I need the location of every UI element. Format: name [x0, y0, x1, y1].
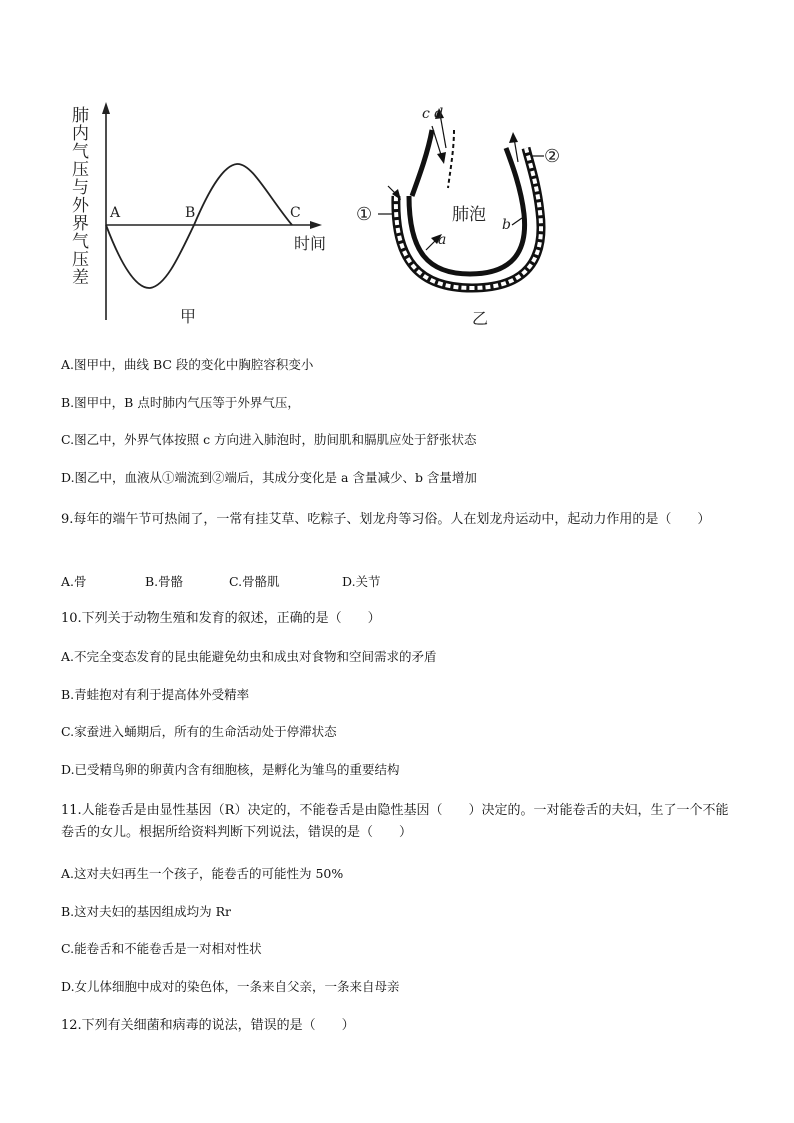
q11-option-a: A.这对夫妇再生一个孩子，能卷舌的可能性为 50%	[61, 866, 344, 881]
leader-b	[512, 218, 522, 225]
q8-option-a: A.图甲中，曲线 BC 段的变化中胸腔容积变小	[61, 357, 314, 372]
q8-option-b: B.图甲中，B 点时肺内气压等于外界气压，	[61, 395, 300, 410]
q9-stem: 9.每年的端午节可热闹了，一常有挂艾草、吃粽子、划龙舟等习俗。人在划龙舟运动中，起动力作用的是（ ）	[61, 512, 711, 527]
q9-option-c: C.骨骼肌	[229, 574, 280, 589]
q11-stem: 11.人能卷舌是由显性基因（R）决定的，不能卷舌是由隐性基因（ ）决定的。一对能卷舌的夫妇，生了一个不能卷舌的女儿。根据所给资料判断下列说法，错误的是（ ）	[61, 803, 729, 840]
q11-option-b: B.这对夫妇的基因组成均为 Rr	[61, 904, 232, 919]
alveolus-diagram	[378, 108, 544, 288]
pressure-curve	[106, 164, 292, 288]
point-a-label: A	[110, 205, 121, 221]
q10-option-b: B.青蛙抱对有利于提高体外受精率	[61, 687, 250, 702]
arrow-c	[432, 126, 442, 158]
x-axis-label: 时间	[294, 234, 327, 253]
label-2: ②	[544, 146, 561, 167]
x-axis-arrow	[310, 221, 322, 229]
q10-option-d: D.已受精鸟卵的卵黄内含有细胞核，是孵化为雏鸟的重要结构	[61, 762, 400, 777]
q11-option-d: D.女儿体细胞中成对的染色体，一条来自父亲，一条来自母亲	[61, 979, 400, 994]
label-alveolus: 肺泡	[452, 205, 486, 225]
label-b: b	[502, 217, 511, 233]
q8-option-d: D.图乙中，血液从①端流到②端后，其成分变化是 a 含量减少、b 含量增加	[61, 470, 477, 485]
label-cd: c d	[422, 106, 444, 122]
arrow-c-head	[437, 152, 446, 164]
q9-option-a: A.骨	[61, 574, 87, 589]
q8-option-c: C.图乙中，外界气体按照 c 方向进入肺泡时，肋间肌和膈肌应处于舒张状态	[61, 432, 477, 447]
q9-option-d: D.关节	[342, 574, 381, 589]
figure	[60, 92, 600, 332]
bronchiole	[448, 130, 454, 188]
q11-option-c: C.能卷舌和不能卷舌是一对相对性状	[61, 941, 262, 956]
label-1: ①	[356, 204, 373, 225]
q9-option-b: B.骨骼	[145, 574, 184, 589]
right-caption: 乙	[472, 309, 489, 328]
q10-option-a: A.不完全变态发育的昆虫能避免幼虫和成虫对食物和空间需求的矛盾	[61, 649, 437, 664]
q12-stem: 12.下列有关细菌和病毒的说法，错误的是（ ）	[61, 1018, 355, 1033]
arrow-b-head	[509, 132, 518, 143]
left-caption: 甲	[180, 307, 197, 326]
y-axis-arrow	[102, 102, 110, 114]
pressure-graph	[102, 102, 322, 320]
y-axis-label: 肺内气压与外界气压差	[68, 106, 88, 286]
point-b-label: B	[185, 205, 196, 221]
q10-option-c: C.家蚕进入蛹期后，所有的生命活动处于停滞状态	[61, 724, 337, 739]
alveolus-wall-left	[412, 130, 432, 196]
q10-stem: 10.下列关于动物生殖和发育的叙述，正确的是（ ）	[61, 611, 381, 626]
point-c-label: C	[290, 205, 301, 221]
figure-drawing	[60, 92, 600, 332]
label-a: a	[438, 232, 447, 248]
